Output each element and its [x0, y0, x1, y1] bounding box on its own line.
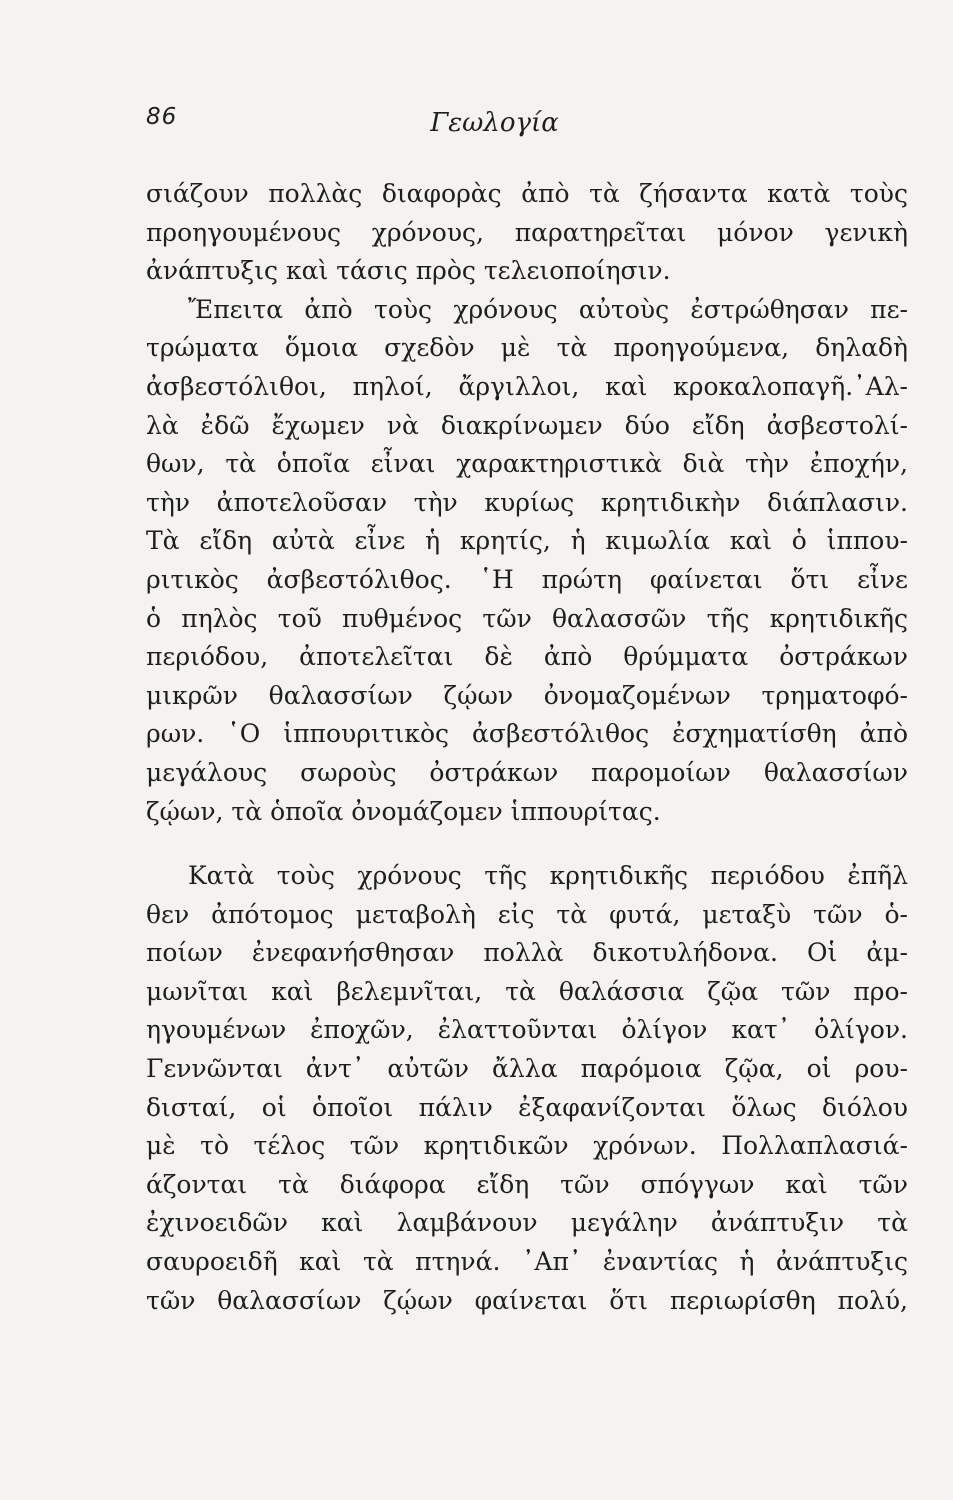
- running-head: Γεωλογία: [430, 108, 559, 138]
- text-line: ποίων ἐνεφανήσθησαν πολλὰ δικοτυλήδονα. Οἱ ἀμ-: [146, 938, 908, 968]
- text-line: σιάζουν πολλὰς διαφορὰς ἀπὸ τὰ ζήσαντα κατὰ τοὺς: [146, 179, 908, 208]
- body-text: [146, 175, 908, 1320]
- page-number: 86: [146, 104, 178, 130]
- paragraph: [146, 857, 908, 1320]
- text-line: τῶν θαλασσίων ζῴων φαίνεται ὅτι περιωρίσθη πολύ,: [146, 1285, 908, 1315]
- text-line: σαυροειδῆ καὶ τὰ πτηνά. ᾿Απ᾿ ἐναντίας ἡ ἀνάπτυξις: [146, 1247, 908, 1277]
- text-line: ρων. ῾Ο ἱππουριτικὸς ἀσβεστόλιθος ἐσχηματίσθη ἀπὸ: [146, 719, 908, 749]
- text-line: τρώματα ὅμοια σχεδὸν μὲ τὰ προηγούμενα, δηλαδὴ: [146, 333, 908, 363]
- text-line: Ἔπειτα ἀπὸ τοὺς χρόνους αὐτοὺς ἐστρώθησαν πε-: [188, 294, 908, 324]
- text-line: Τὰ εἴδη αὐτὰ εἶνε ἡ κρητίς, ἡ κιμωλία καὶ ὁ ἱππου-: [146, 526, 908, 556]
- text-line: περιόδου, ἀποτελεῖται δὲ ἀπὸ θρύμματα ὀστράκων: [146, 642, 908, 672]
- paragraph-gap: [146, 831, 908, 857]
- text-line: ὁ πηλὸς τοῦ πυθμένος τῶν θαλασσῶν τῆς κρητιδικῆς: [146, 603, 908, 633]
- text-line: τὴν ἀποτελοῦσαν τὴν κυρίως κρητιδικὴν διάπλασιν.: [146, 487, 908, 517]
- text-line: άζονται τὰ διάφορα εἴδη τῶν σπόγγων καὶ τῶν: [146, 1169, 908, 1199]
- text-line: μικρῶν θαλασσίων ζῴων ὀνομαζομένων τρηματοφό-: [146, 680, 908, 710]
- text-line: μωνῖται καὶ βελεμνῖται, τὰ θαλάσσια ζῷα τῶν προ-: [146, 976, 908, 1006]
- text-line: Γεννῶνται ἀντ᾿ αὐτῶν ἄλλα παρόμοια ζῷα, οἱ ρου-: [146, 1054, 908, 1084]
- text-line: ηγουμένων ἐποχῶν, ἐλαττοῦνται ὀλίγον κατ᾿ ὀλίγον.: [146, 1015, 908, 1045]
- text-line: ἀσβεστόλιθοι, πηλοί, ἄργιλλοι, καὶ κροκαλοπαγῆ.᾿Αλ-: [146, 371, 908, 401]
- text-line: θων, τὰ ὁποῖα εἶναι χαρακτηριστικὰ διὰ τὴν ἐποχήν,: [146, 449, 908, 479]
- text-line: ζῴων, τὰ ὁποῖα ὀνομάζομεν ἱππουρίτας.: [146, 796, 661, 826]
- text-line: ριτικὸς ἀσβεστόλιθος. ῾Η πρώτη φαίνεται ὅτι εἶνε: [146, 564, 908, 594]
- text-line: Κατὰ τοὺς χρόνους τῆς κρητιδικῆς περιόδου ἐπῆλ: [188, 861, 908, 891]
- text-line: μεγάλους σωροὺς ὀστράκων παρομοίων θαλασσίων: [146, 757, 908, 787]
- paragraph: [146, 291, 908, 831]
- text-line: προηγουμένους χρόνους, παρατηρεῖται μόνον γενικὴ: [146, 217, 908, 247]
- text-line: θεν ἀπότομος μεταβολὴ εἰς τὰ φυτά, μεταξὺ τῶν ὁ-: [146, 899, 908, 929]
- paragraph: [146, 175, 908, 291]
- text-line: δισταί, οἱ ὁποῖοι πάλιν ἐξαφανίζονται ὅλως διόλου: [146, 1092, 908, 1122]
- text-line: λὰ ἐδῶ ἔχωμεν νὰ διακρίνωμεν δύο εἴδη ἀσβεστολί-: [146, 410, 908, 440]
- text-line: ἐχινοειδῶν καὶ λαμβάνουν μεγάλην ἀνάπτυξιν τὰ: [146, 1208, 908, 1238]
- text-line: μὲ τὸ τέλος τῶν κρητιδικῶν χρόνων. Πολλαπλασιά-: [146, 1131, 908, 1161]
- text-line: ἀνάπτυξις καὶ τάσις πρὸς τελειοποίησιν.: [146, 256, 671, 286]
